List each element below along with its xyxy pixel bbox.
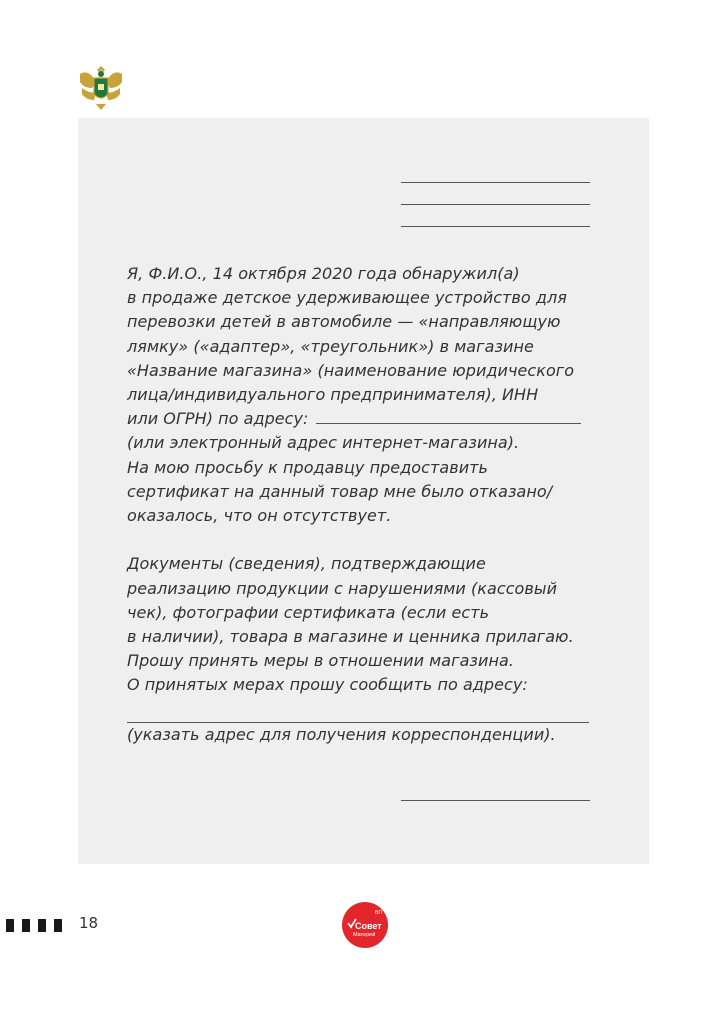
marker-bar	[38, 919, 46, 932]
sovet-materey-logo	[341, 901, 389, 949]
paragraph-gap	[127, 528, 597, 552]
letter-line: в наличии), товара в магазине и ценника прилагаю.	[127, 627, 574, 647]
logo-text-bottom: Матерей	[353, 932, 376, 938]
address-blank-line	[316, 409, 581, 424]
letter-panel	[78, 118, 649, 864]
letter-line: (или электронный адрес интернет-магазина).	[127, 433, 520, 453]
page-marker	[6, 919, 62, 932]
letter-line: оказалось, что он отсутствует.	[127, 506, 392, 526]
addressee-line-3	[401, 226, 590, 227]
marker-bar	[22, 919, 30, 932]
letter-line: перевозки детей в автомобиле — «направляющую	[127, 312, 561, 332]
letter-line: Я, Ф.И.О., 14 октября 2020 года обнаружил(а)	[127, 264, 520, 283]
page-number: 18	[79, 914, 99, 932]
coat-of-arms-icon	[76, 60, 126, 114]
letter-line: лица/индивидуального предпринимателя), ИНН	[127, 385, 539, 405]
letter-line: (указать адрес для получения корреспонденции).	[127, 724, 556, 744]
letter-body	[127, 262, 597, 747]
address-label: или ОГРН) по адресу:	[127, 409, 309, 429]
marker-bar	[54, 919, 62, 932]
letter-line: Документы (сведения), подтверждающие	[127, 554, 486, 574]
letter-line: сертификат на данный товар мне было отказано/	[127, 481, 553, 501]
addressee-line-2	[401, 204, 590, 205]
letter-line: в продаже детское удерживающее устройство для	[127, 288, 567, 308]
letter-line: Прошу принять меры в отношении магазина.	[127, 651, 514, 671]
signature-line	[401, 800, 590, 801]
letter-line: реализацию продукции с нарушениями (кассовый	[127, 578, 558, 598]
letter-line: лямку» («адаптер», «треугольник») в магазине	[127, 336, 534, 356]
letter-line: На мою просьбу к продавцу предоставить	[127, 457, 489, 477]
marker-bar	[6, 919, 14, 932]
logo-text-top: Совет	[355, 921, 382, 931]
reply-address-line	[127, 698, 589, 723]
letter-line-address	[127, 407, 597, 431]
addressee-line-1	[401, 182, 590, 183]
letter-line: «Название магазина» (наименование юридического	[127, 360, 575, 380]
letter-line: чек), фотографии сертификата (если есть	[127, 602, 490, 622]
logo-badge: ВП	[375, 910, 382, 916]
letter-line: О принятых мерах прошу сообщить по адресу:	[127, 675, 528, 695]
